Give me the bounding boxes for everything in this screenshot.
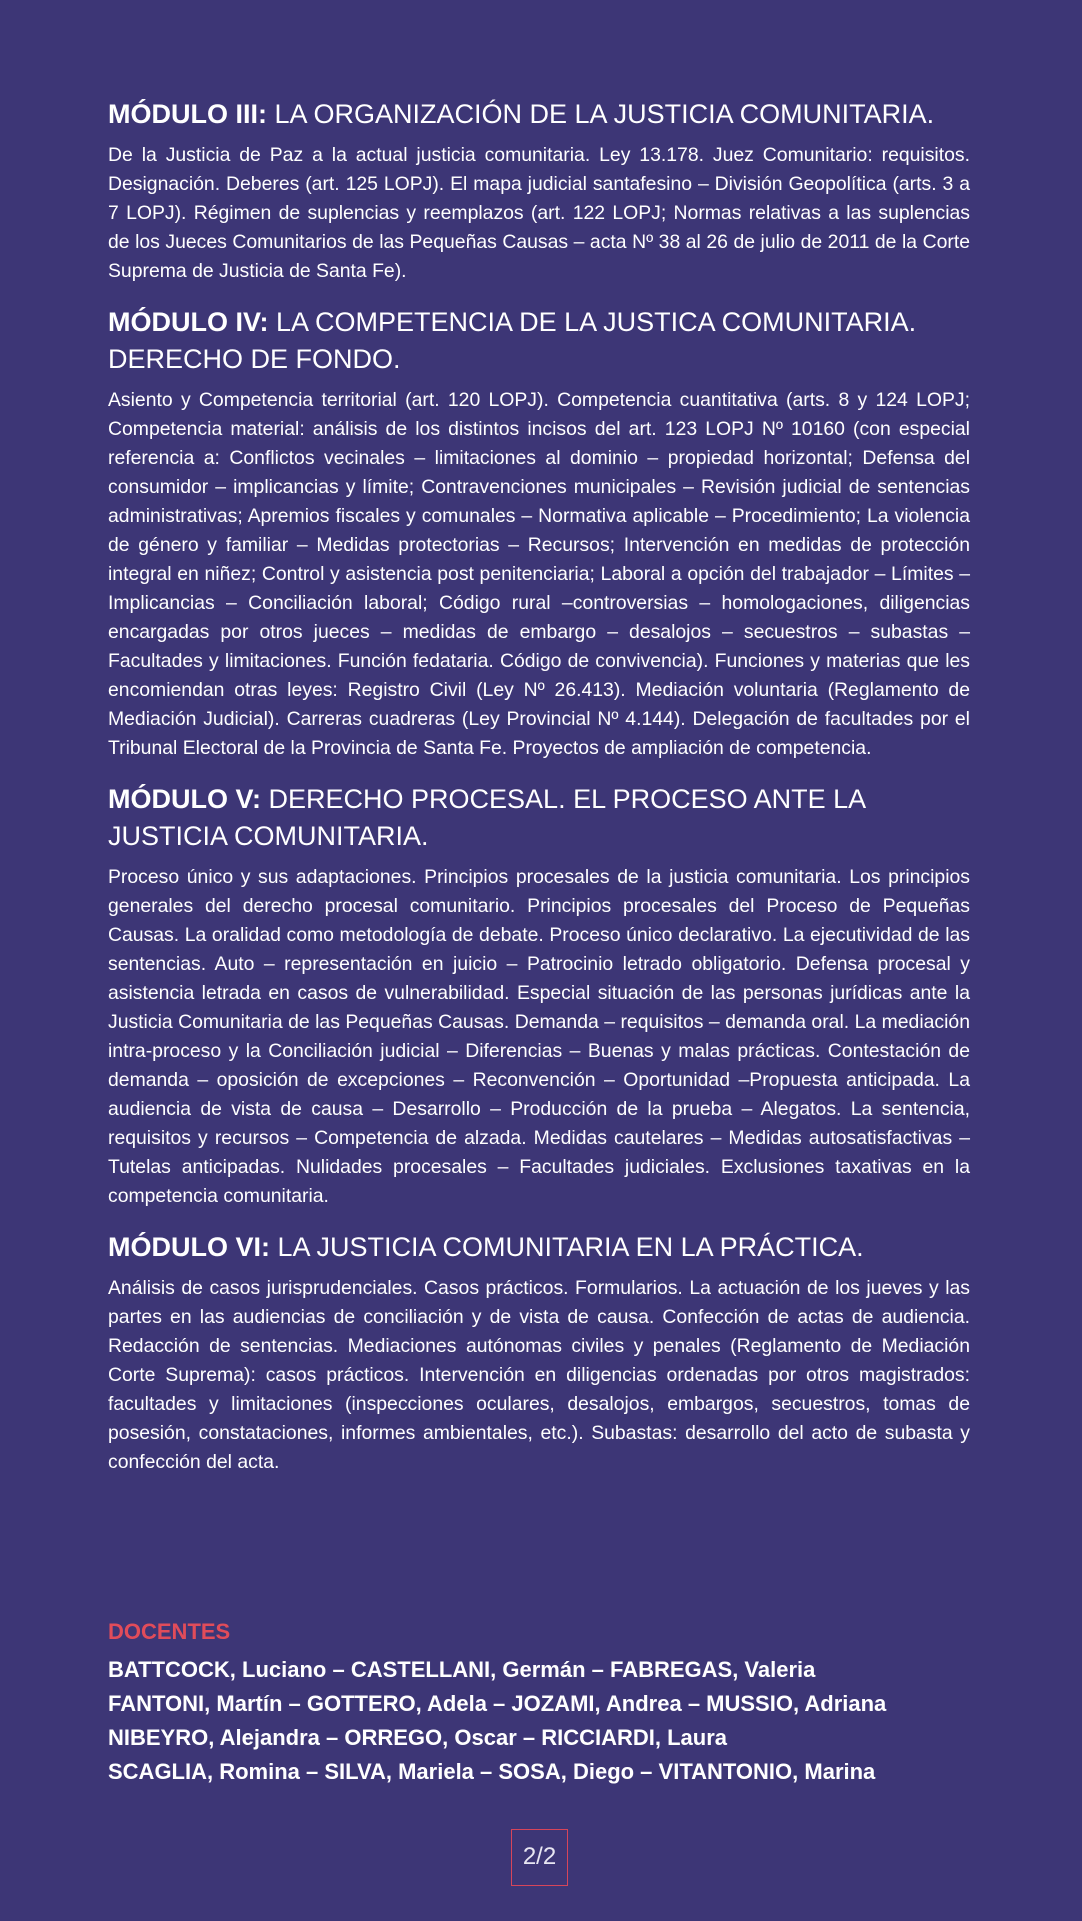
module-iv (108, 304, 970, 763)
docentes-section (108, 1617, 988, 1789)
module-heading (108, 96, 970, 133)
docentes-line: NIBEYRO, Alejandra – ORREGO, Oscar – RICCIARDI, Laura (108, 1725, 728, 1750)
module-number: MÓDULO VI: (108, 1232, 270, 1262)
docentes-heading: DOCENTES (108, 1619, 231, 1644)
module-description: Análisis de casos jurisprudenciales. Casos prácticos. Formularios. La actuación de los jueves y las partes en las audiencias de conciliación y de vista de causa. Confección de actas de audiencia. Redacción de sentencias. Mediaciones autónomas civiles y penales (Reglamento de Mediación Corte Suprema): casos prácticos. Intervención en diligencias ordenadas por otros magistrados: facultades y limitaciones (inspecciones oculares, desalojos, embargos, secuestros, tomas de posesión, constataciones, informes ambientales, etc.). Subastas: desarrollo del acto de subasta y confección del acta. (108, 1277, 970, 1473)
module-description: De la Justicia de Paz a la actual justicia comunitaria. Ley 13.178. Juez Comunitario: requisitos. Designación. Deberes (art. 125 LOPJ). El mapa judicial santafesino – División Geopolítica (arts. 3 a 7 LOPJ). Régimen de suplencias y reemplazos (art. 122 LOPJ; Normas relativas a las suplencias de los Jueces Comunitarios de las Pequeñas Causas – acta Nº 38 al 26 de julio de 2011 de la Corte Suprema de Justicia de Santa Fe). (108, 144, 970, 282)
module-v (108, 781, 970, 1211)
module-description: Asiento y Competencia territorial (art. 120 LOPJ). Competencia cuantitativa (arts. 8 y 124 LOPJ; Competencia material: análisis de los distintos incisos del art. 123 LOPJ Nº 10160 (con especial referencia a: Conflictos vecinales – limitaciones al dominio – propiedad horizontal; Defensa del consumidor – implicancias y límite; Contravenciones municipales – Revisión judicial de sentencias administrativas; Apremios fiscales y comunales – Normativa aplicable – Procedimiento; La violencia de género y familiar – Medidas protectorias – Recursos; Intervención en medidas de protección integral en niñez; Control y asistencia post penitenciaria; Laboral a opción del trabajador – Límites – Implicancias – Conciliación laboral; Código rural –controversias – homologaciones, diligencias encargadas por otros jueces – medidas de embargo – desalojos – secuestros – subastas – Facultades y limitaciones. Función fedataria. Código de convivencia). Funciones y materias que les encomiendan otras leyes: Registro Civil (Ley Nº 26.413). Mediación voluntaria (Reglamento de Mediación Judicial). Carreras cuadreras (Ley Provincial Nº 4.144). Delegación de facultades por el Tribunal Electoral de la Provincia de Santa Fe. Proyectos de ampliación de competencia. (108, 389, 970, 759)
module-iii (108, 96, 970, 286)
module-number: MÓDULO IV: (108, 307, 269, 337)
module-heading (108, 304, 970, 378)
module-heading (108, 1229, 970, 1266)
docentes-line: SCAGLIA, Romina – SILVA, Mariela – SOSA, Diego – VITANTONIO, Marina (108, 1759, 876, 1784)
docentes-line: FANTONI, Martín – GOTTERO, Adela – JOZAMI, Andrea – MUSSIO, Adriana (108, 1691, 887, 1716)
docentes-line: BATTCOCK, Luciano – CASTELLANI, Germán – FABREGAS, Valeria (108, 1657, 816, 1682)
page-number: 2/2 (511, 1829, 568, 1886)
module-heading (108, 781, 970, 855)
module-number: MÓDULO V: (108, 784, 261, 814)
module-number: MÓDULO III: (108, 99, 267, 129)
module-title: LA COMPETENCIA DE LA JUSTICA COMUNITARIA. DERECHO DE FONDO. (108, 307, 917, 374)
module-title: LA ORGANIZACIÓN DE LA JUSTICIA COMUNITARIA. (266, 99, 935, 129)
module-vi (108, 1229, 970, 1477)
program-content (108, 96, 970, 1495)
module-description: Proceso único y sus adaptaciones. Principios procesales de la justicia comunitaria. Los principios generales del derecho procesal comunitario. Principios procesales del Proceso de Pequeñas Causas. La oralidad como metodología de debate. Proceso único declarativo. La ejecutividad de las sentencias. Auto – representación en juicio – Patrocinio letrado obligatorio. Defensa procesal y asistencia letrada en casos de vulnerabilidad. Especial situación de las personas jurídicas ante la Justicia Comunitaria de las Pequeñas Causas. Demanda – requisitos – demanda oral. La mediación intra-proceso y la Conciliación judicial – Diferencias – Buenas y malas prácticas. Contestación de demanda – oposición de excepciones – Reconvención – Oportunidad –Propuesta anticipada. La audiencia de vista de causa – Desarrollo – Producción de la prueba – Alegatos. La sentencia, requisitos y recursos – Competencia de alzada. Medidas cautelares – Medidas autosatisfactivas – Tutelas anticipadas. Nulidades procesales – Facultades judiciales. Exclusiones taxativas en la competencia comunitaria. (108, 866, 970, 1207)
module-title: DERECHO PROCESAL. EL PROCESO ANTE LA JUSTICIA COMUNITARIA. (108, 784, 865, 851)
module-title: LA JUSTICIA COMUNITARIA EN LA PRÁCTICA. (270, 1232, 864, 1262)
